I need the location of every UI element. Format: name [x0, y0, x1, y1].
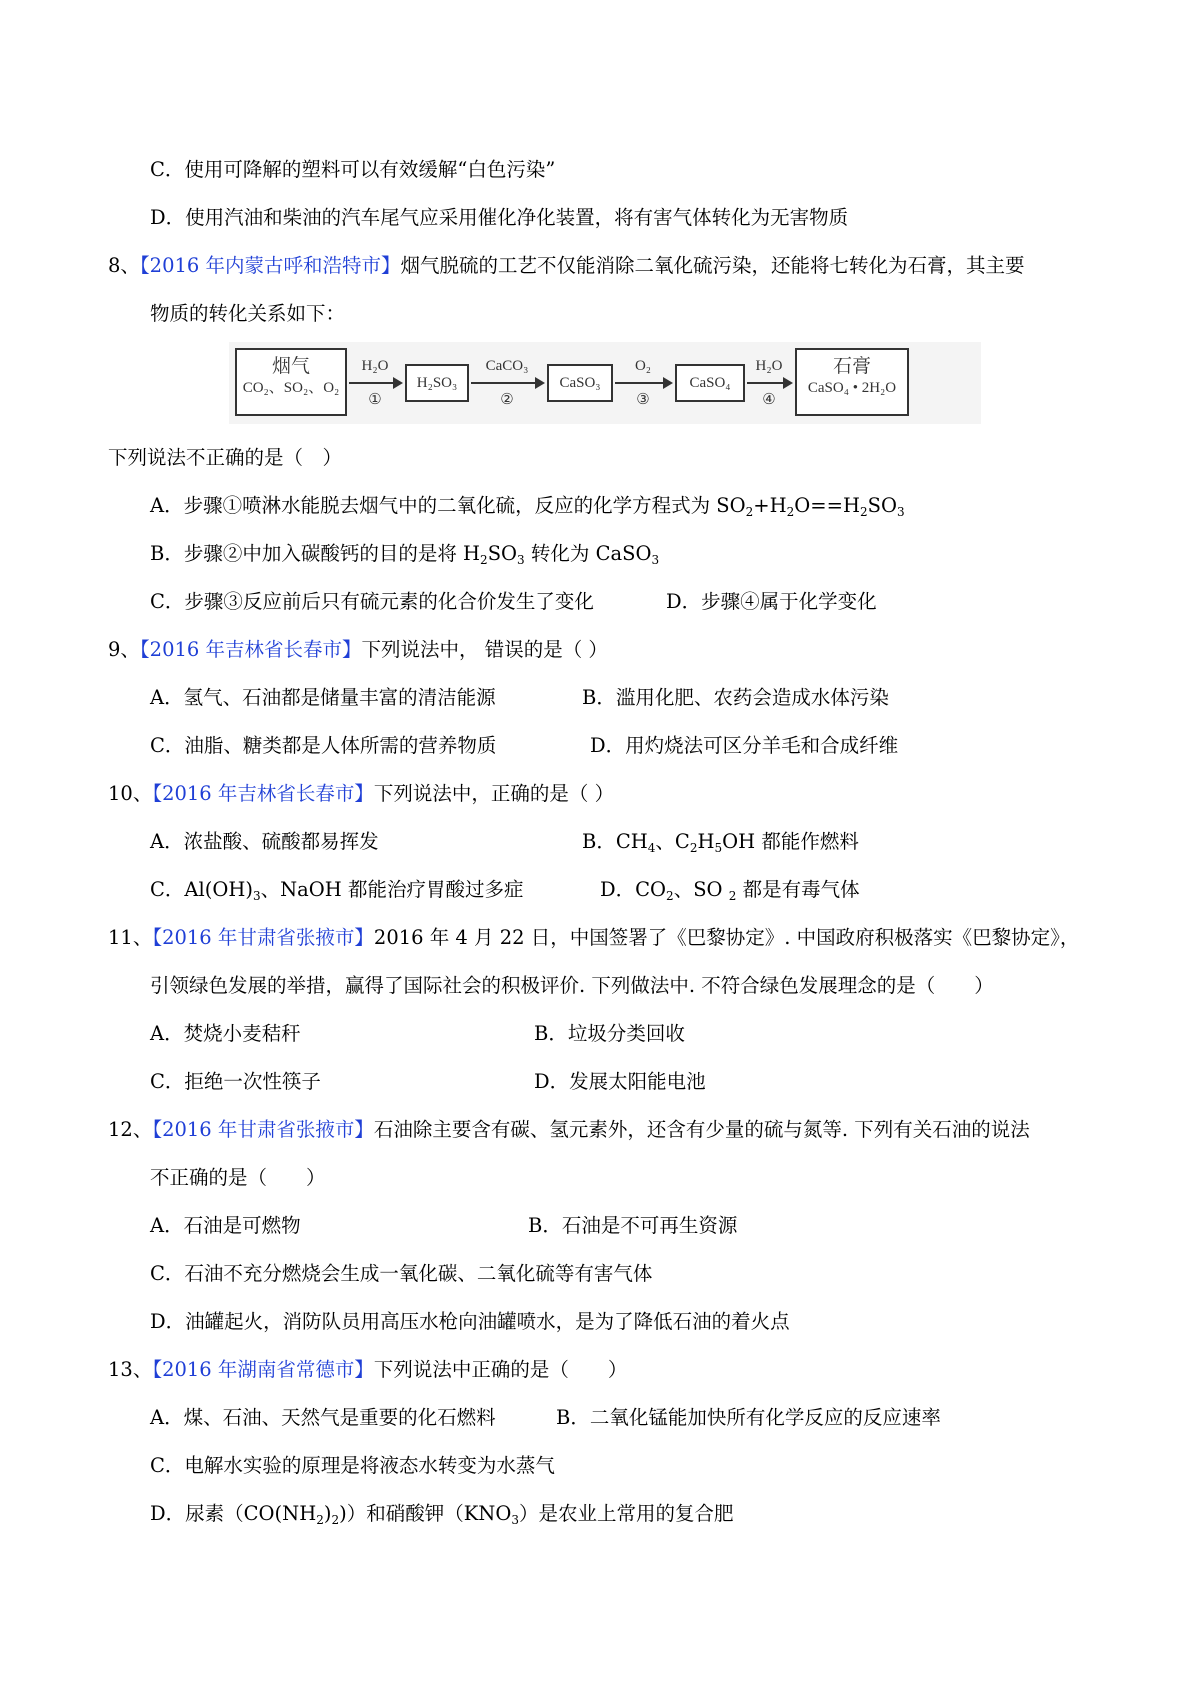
- q11-stem-line2: 引领绿色发展的举措，赢得了国际社会的积极评价. 下列做法中. 不符合绿色发展理念的是（ ）: [150, 974, 994, 997]
- arrow-3-top: O₂: [634, 358, 652, 374]
- diagram-box-caso3: [547, 364, 613, 402]
- q13-option-d-tail: ）是农业上常用的复合肥: [518, 1502, 734, 1525]
- diagram-box-gypsum: [795, 348, 909, 416]
- q12-option-a: A．石油是可燃物: [150, 1214, 301, 1237]
- q10-stem-text: 下列说法中，正确的是（ ）: [373, 782, 615, 805]
- q8-source: 【2016 年内蒙古呼和浩特市】: [139, 254, 401, 277]
- q13-option-a: A．煤、石油、天然气是重要的化石燃料: [150, 1406, 496, 1429]
- diagram-box-caso4: [675, 364, 745, 402]
- q10-source: 【2016 年吉林省长春市】: [152, 782, 374, 805]
- q10-option-c-text: 、NaOH 都能治疗胃酸过多症: [260, 878, 524, 901]
- arrow-1: [349, 382, 401, 384]
- box-h2so3-label: H₂SO₃: [416, 375, 458, 391]
- q9-number: 9、: [108, 638, 140, 661]
- q11-option-d: D．发展太阳能电池: [534, 1070, 706, 1093]
- q8-stem-line1: [108, 254, 1025, 278]
- q13-stem: [108, 1358, 627, 1382]
- q10-number: 10、: [108, 782, 153, 805]
- arrow-3: [615, 382, 671, 384]
- q8-number: 8、: [108, 254, 140, 277]
- q8-option-a: A．步骤①喷淋水能脱去烟气中的二氧化硫，反应的化学方程式为 $SO_2+H_2O==H_2SO_3$: [150, 494, 905, 519]
- q12-source: 【2016 年甘肃省张掖市】: [152, 1118, 374, 1141]
- q8-stem1: 烟气脱硫的工艺不仅能消除二氧化硫污染，还能将七转化为石膏，其主要: [400, 254, 1025, 277]
- box-flue-gas-sub: CO₂、SO₂、O₂: [242, 380, 340, 396]
- arrow-2-top: CaCO₃: [485, 358, 529, 374]
- arrow-4: [747, 382, 791, 384]
- q10-stem: [108, 782, 614, 806]
- q9-option-d: D．用灼烧法可区分羊毛和合成纤维: [590, 734, 899, 757]
- q13-option-d: D．尿素$(CO(NH_2)_2)$）和硝酸钾$(KNO_3)$是农业上常用的复合肥: [150, 1502, 734, 1527]
- arrow-2-bottom: ②: [500, 392, 514, 408]
- q11-number: 11、: [108, 926, 153, 949]
- q13-stem-text: 下列说法中正确的是（ ）: [373, 1358, 628, 1381]
- q12-stem-line2: 不正确的是（ ）: [150, 1166, 326, 1189]
- q13-option-d-pre: D．尿素（CO(NH: [150, 1502, 317, 1525]
- q8-option-b: B．步骤②中加入碳酸钙的目的是将 $H_2SO_3$ 转化为 CaSO$_3$: [150, 542, 660, 567]
- diagram-box-h2so3: [405, 364, 469, 402]
- arrow-4-bottom: ④: [762, 392, 776, 408]
- box-flue-gas-title: 烟气: [271, 356, 310, 377]
- q10-option-d: D．$CO_2$、SO $_2$ 都是有毒气体: [600, 878, 860, 903]
- flow-diagram: [229, 342, 981, 424]
- q11-option-a: A．焚烧小麦秸秆: [150, 1022, 301, 1045]
- q10-option-a: A．浓盐酸、硫酸都易挥发: [150, 830, 379, 853]
- box-gypsum-title: 石膏: [832, 356, 871, 377]
- q12-number: 12、: [108, 1118, 153, 1141]
- q11-stem1: 2016 年 4 月 22 日，中国签署了《巴黎协定》. 中国政府积极落实《巴黎协定》，: [373, 926, 1080, 949]
- q9-option-a: A．氢气、石油都是储量丰富的清洁能源: [150, 686, 496, 709]
- q8-option-c: C．步骤③反应前后只有硫元素的化合价发生了变化: [150, 590, 594, 613]
- diagram-box-flue-gas: [235, 348, 347, 416]
- q9-option-c: C．油脂、糖类都是人体所需的营养物质: [150, 734, 497, 757]
- q11-option-c: C．拒绝一次性筷子: [150, 1070, 321, 1093]
- q13-source: 【2016 年湖南省常德市】: [152, 1358, 374, 1381]
- q13-option-b: B．二氧化锰能加快所有化学反应的反应速率: [556, 1406, 941, 1429]
- q8-option-a-text: A．步骤①喷淋水能脱去烟气中的二氧化硫，反应的化学方程式为 SO: [150, 494, 746, 517]
- arrow-1-top: H₂O: [361, 358, 389, 374]
- q11-option-b: B．垃圾分类回收: [534, 1022, 685, 1045]
- q13-option-d-mid: )）和硝酸钾（KNO: [339, 1502, 512, 1525]
- arrow-2: [471, 382, 543, 384]
- q9-stem: [108, 638, 608, 662]
- q12-option-d: D．油罐起火，消防队员用高压水枪向油罐喷水，是为了降低石油的着火点: [150, 1310, 790, 1333]
- q8-option-d: D．步骤④属于化学变化: [666, 590, 877, 613]
- q8-prompt: 下列说法不正确的是（ ）: [108, 446, 343, 469]
- q7-option-d: D．使用汽油和柴油的汽车尾气应采用催化净化装置，将有害气体转化为无害物质: [150, 206, 849, 229]
- box-caso4-label: CaSO₄: [689, 375, 731, 391]
- q8-option-b-text: B．步骤②中加入碳酸钙的目的是将 H: [150, 542, 481, 565]
- q12-option-c: C．石油不充分燃烧会生成一氧化碳、二氧化硫等有害气体: [150, 1262, 653, 1285]
- box-gypsum-sub: CaSO₄ • 2H₂O: [807, 380, 897, 396]
- arrow-3-bottom: ③: [636, 392, 650, 408]
- arrow-1-bottom: ①: [368, 392, 382, 408]
- q13-option-c: C．电解水实验的原理是将液态水转变为水蒸气: [150, 1454, 555, 1477]
- arrow-4-top: H₂O: [755, 358, 783, 374]
- q12-stem1: 石油除主要含有碳、氢元素外，还含有少量的硫与氮等. 下列有关石油的说法: [373, 1118, 1030, 1141]
- q12-option-b: B．石油是不可再生资源: [528, 1214, 738, 1237]
- box-caso3-label: CaSO₃: [559, 375, 601, 391]
- q10-option-c: C．$Al(OH)_3$、NaOH 都能治疗胃酸过多症: [150, 878, 524, 903]
- q9-stem-text: 下列说法中， 错误的是（ ）: [361, 638, 608, 661]
- q10-option-b: B．$CH_4$、$C_2H_5OH$ 都能作燃料: [582, 830, 859, 855]
- q8-stem-line2: 物质的转化关系如下：: [150, 302, 346, 325]
- q11-stem-line1: [108, 926, 1079, 950]
- q9-source: 【2016 年吉林省长春市】: [139, 638, 362, 661]
- q9-option-b: B．滥用化肥、农药会造成水体污染: [582, 686, 889, 709]
- q10-option-b-text: OH 都能作燃料: [722, 830, 859, 853]
- q13-number: 13、: [108, 1358, 153, 1381]
- q11-source: 【2016 年甘肃省张掖市】: [152, 926, 374, 949]
- q10-option-d-text: 都是有毒气体: [742, 878, 860, 901]
- q12-stem-line1: [108, 1118, 1030, 1142]
- q7-option-c: C．使用可降解的塑料可以有效缓解“白色污染”: [150, 158, 556, 181]
